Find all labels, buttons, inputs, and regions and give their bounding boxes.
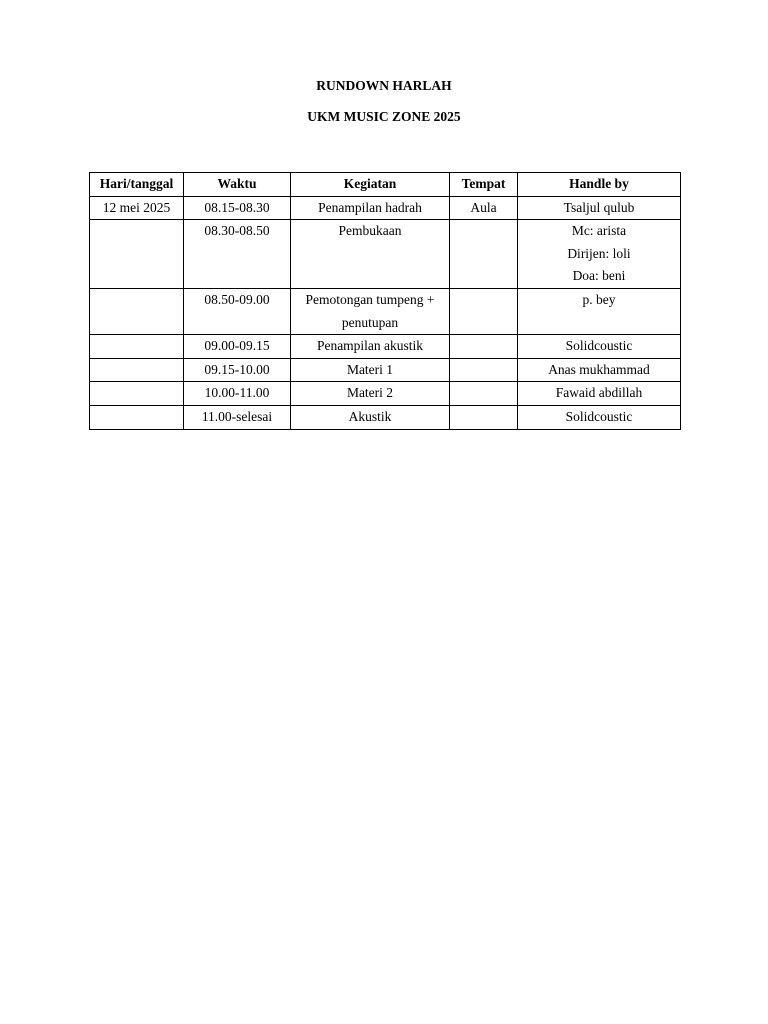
header-tempat: Tempat: [450, 173, 518, 197]
handle-line: Solidcoustic: [565, 338, 633, 354]
header-kegiatan: Kegiatan: [291, 173, 450, 197]
cell-kegiatan: [291, 288, 450, 334]
table-row: [90, 220, 681, 289]
header-handle-by: Handle by: [518, 173, 681, 197]
document-subtitle: UKM MUSIC ZONE 2025: [307, 109, 461, 124]
cell-hari-tanggal: [90, 220, 184, 289]
cell-waktu: 09.00-09.15: [184, 335, 291, 359]
handle-line: Fawaid abdillah: [555, 385, 643, 401]
cell-waktu: 08.30-08.50: [184, 220, 291, 289]
cell-kegiatan: [291, 358, 450, 382]
table-row: [90, 405, 681, 429]
cell-handle-by: [518, 358, 681, 382]
cell-waktu: 10.00-11.00: [184, 382, 291, 406]
cell-waktu: 09.15-10.00: [184, 358, 291, 382]
cell-waktu: 11.00-selesai: [184, 405, 291, 429]
table-row: [90, 196, 681, 220]
table-row: [90, 358, 681, 382]
cell-handle-by: [518, 220, 681, 289]
kegiatan-line: Pemotongan tumpeng +: [305, 291, 435, 307]
handle-line: Mc: arista: [571, 223, 627, 239]
cell-hari-tanggal: [90, 382, 184, 406]
cell-tempat: [450, 405, 518, 429]
handle-line: Anas mukhammad: [548, 361, 650, 377]
cell-waktu: 08.50-09.00: [184, 288, 291, 334]
cell-hari-tanggal: [90, 335, 184, 359]
cell-handle-by: [518, 382, 681, 406]
kegiatan-line: Akustik: [348, 408, 392, 424]
handle-line: Tsaljul qulub: [563, 199, 635, 215]
document-title: RUNDOWN HARLAH: [316, 78, 452, 93]
table-header-row: [90, 173, 681, 197]
cell-hari-tanggal: [90, 405, 184, 429]
kegiatan-line: Penampilan akustik: [316, 338, 424, 354]
cell-tempat: [450, 382, 518, 406]
cell-kegiatan: [291, 335, 450, 359]
kegiatan-line: Materi 2: [346, 385, 394, 401]
cell-kegiatan: [291, 196, 450, 220]
cell-handle-by: [518, 196, 681, 220]
kegiatan-line: Penampilan hadrah: [318, 199, 422, 215]
cell-tempat: [450, 220, 518, 289]
table-row: [90, 335, 681, 359]
cell-handle-by: [518, 335, 681, 359]
cell-hari-tanggal: [90, 288, 184, 334]
cell-hari-tanggal: 12 mei 2025: [90, 196, 184, 220]
cell-hari-tanggal: [90, 358, 184, 382]
header-waktu: Waktu: [184, 173, 291, 197]
kegiatan-line: Pembukaan: [338, 223, 402, 239]
cell-tempat: [450, 358, 518, 382]
cell-handle-by: [518, 405, 681, 429]
cell-kegiatan: [291, 220, 450, 289]
cell-handle-by: [518, 288, 681, 334]
cell-tempat: Aula: [450, 196, 518, 220]
handle-line: Doa: beni: [572, 268, 626, 284]
table-row: [90, 288, 681, 334]
cell-tempat: [450, 335, 518, 359]
handle-line: p. bey: [582, 291, 616, 307]
cell-kegiatan: [291, 382, 450, 406]
handle-line: Dirijen: loli: [567, 245, 631, 261]
rundown-table: [89, 172, 681, 430]
kegiatan-line: Materi 1: [346, 361, 394, 377]
handle-line: Solidcoustic: [565, 408, 633, 424]
cell-kegiatan: [291, 405, 450, 429]
cell-waktu: 08.15-08.30: [184, 196, 291, 220]
kegiatan-line: penutupan: [341, 314, 399, 330]
table-row: [90, 382, 681, 406]
cell-tempat: [450, 288, 518, 334]
header-hari-tanggal: Hari/tanggal: [90, 173, 184, 197]
